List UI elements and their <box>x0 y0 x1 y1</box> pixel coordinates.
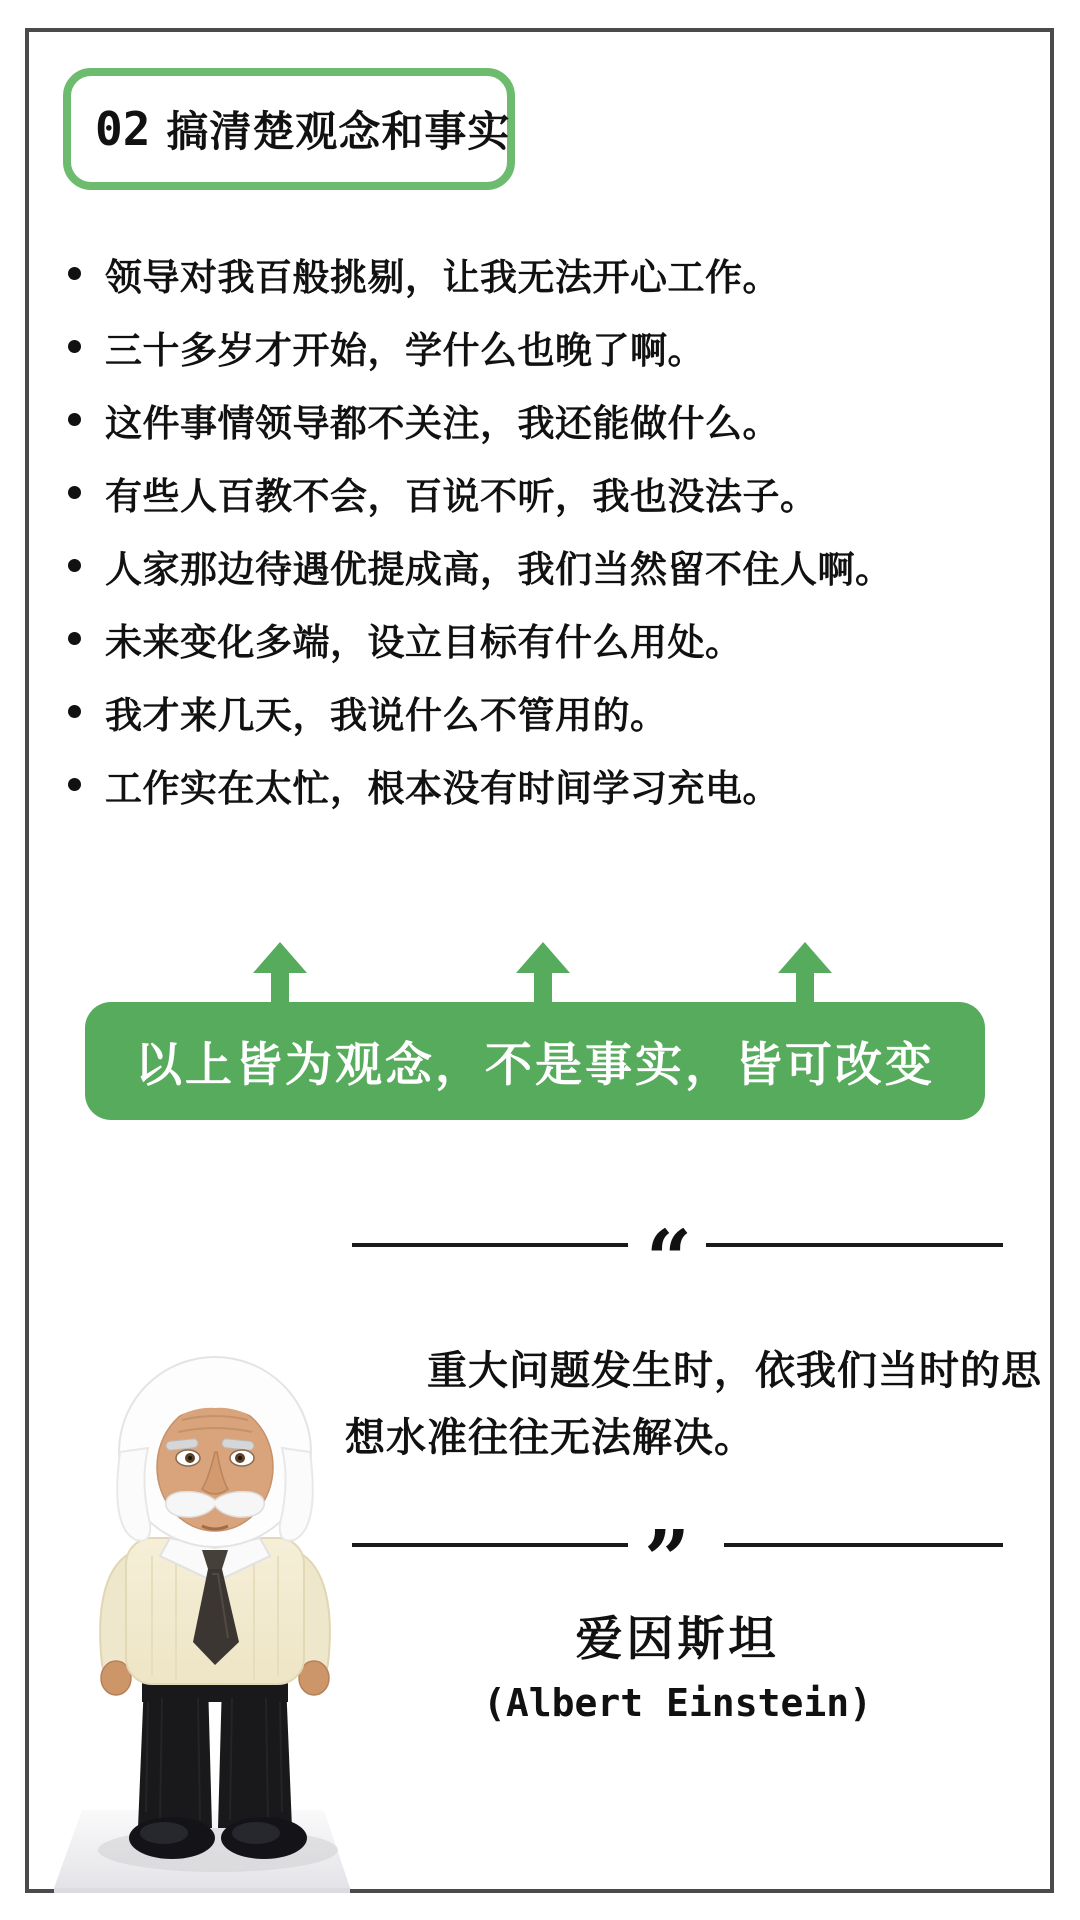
quote-divider-top <box>352 1212 1003 1306</box>
list-item-text: 这件事情领导都不关注，我还能做什么。 <box>105 402 780 444</box>
list-item-text: 人家那边待遇优提成高，我们当然留不住人啊。 <box>105 548 893 590</box>
bullet-dot-icon <box>68 486 81 499</box>
list-item-text: 我才来几天，我说什么不管用的。 <box>105 694 668 736</box>
divider-line <box>352 1243 628 1247</box>
divider-line <box>706 1243 1003 1247</box>
list-item-text: 未来变化多端，设立目标有什么用处。 <box>105 621 743 663</box>
author-name-en: (Albert Einstein) <box>483 1681 872 1725</box>
bullet-dot-icon <box>68 705 81 718</box>
list-item-text: 工作实在太忙，根本没有时间学习充电。 <box>105 767 780 809</box>
up-arrows-group <box>85 940 985 1003</box>
quote-line: 重大问题发生时，依我们当时的思 <box>427 1349 1042 1393</box>
open-quote-icon: “ <box>646 1212 693 1306</box>
section-number: 02 <box>95 102 151 156</box>
list-item-text: 三十多岁才开始，学什么也晚了啊。 <box>105 329 705 371</box>
quote-attribution <box>352 1602 1003 1725</box>
conclusion-banner-text: 以上皆为观念，不是事实，皆可改变 <box>135 1037 935 1091</box>
author-name-cn: 爱因斯坦 <box>575 1612 780 1665</box>
section-title: 搞清楚观念和事实 <box>166 108 511 155</box>
divider-line <box>724 1543 1003 1547</box>
list-item <box>60 310 1020 383</box>
bullet-dot-icon <box>68 267 81 280</box>
up-arrow-icon <box>778 942 832 1003</box>
up-arrow-icon <box>516 942 570 1003</box>
list-item-text: 领导对我百般挑剔，让我无法开心工作。 <box>105 256 780 298</box>
list-item <box>60 529 1020 602</box>
bullet-dot-icon <box>68 413 81 426</box>
quote-line: 想水准往往无法解决。 <box>345 1416 755 1460</box>
list-item-text: 有些人百教不会，百说不听，我也没法子。 <box>105 475 818 517</box>
quote-divider-bottom <box>352 1512 1003 1606</box>
close-quote-icon: ” <box>644 1512 691 1606</box>
bullet-dot-icon <box>68 778 81 791</box>
einstein-figurine-image <box>52 1342 352 1893</box>
opinion-list <box>60 237 1020 821</box>
list-item <box>60 383 1020 456</box>
bullet-dot-icon <box>68 632 81 645</box>
list-item <box>60 456 1020 529</box>
bullet-dot-icon <box>68 559 81 572</box>
list-item <box>60 237 1020 310</box>
quote-text <box>345 1338 1045 1472</box>
list-item <box>60 675 1020 748</box>
bullet-dot-icon <box>68 340 81 353</box>
list-item <box>60 748 1020 821</box>
divider-line <box>352 1543 628 1547</box>
conclusion-banner <box>85 1002 985 1120</box>
list-item <box>60 602 1020 675</box>
up-arrow-icon <box>253 942 307 1003</box>
section-title-box <box>63 68 515 190</box>
